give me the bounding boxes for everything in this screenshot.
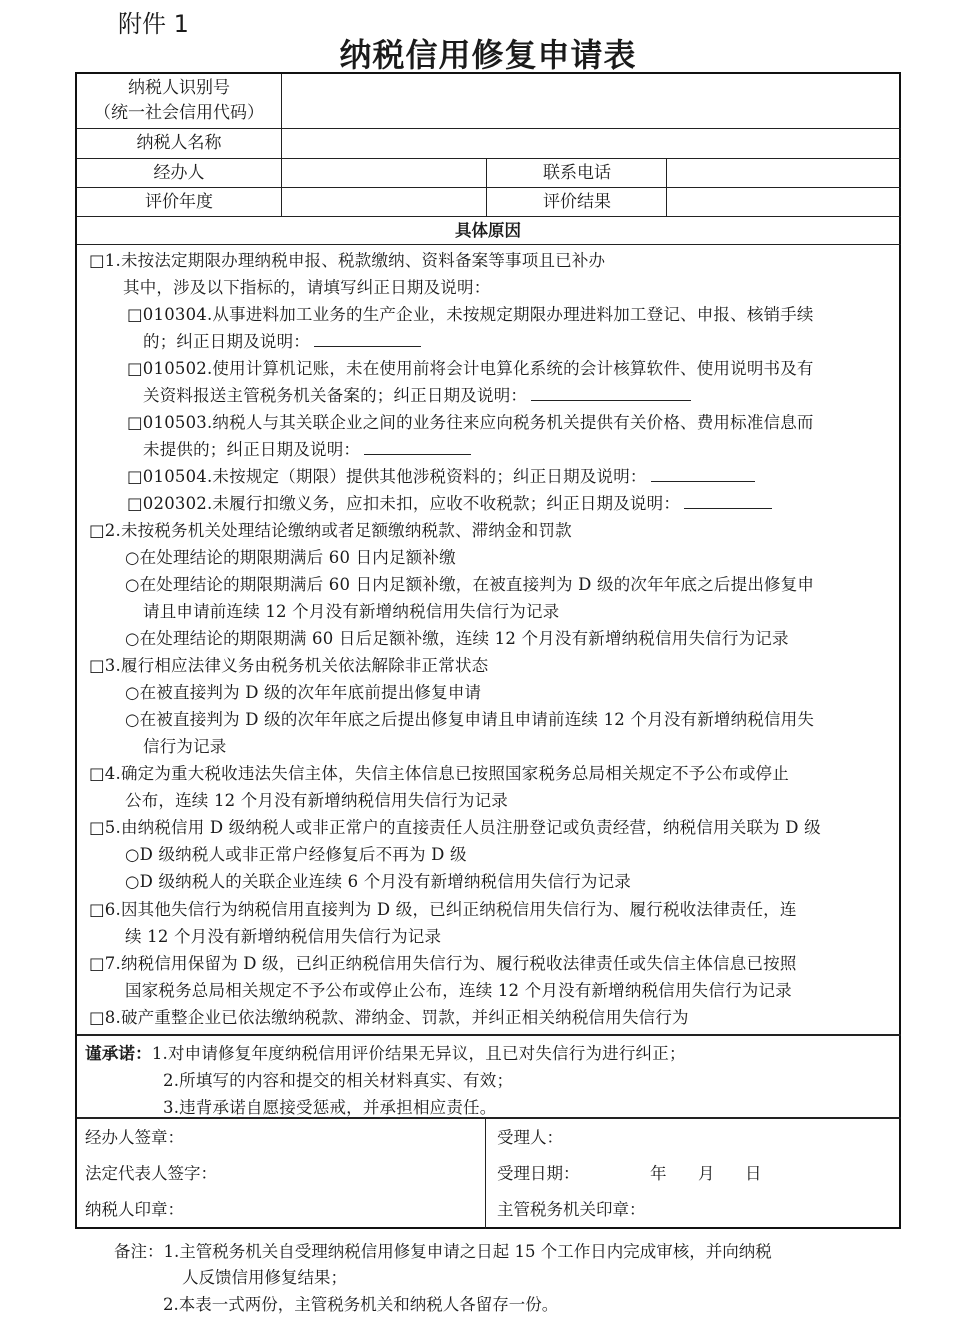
receive-date-year: 年 [650,1164,667,1183]
phone-field[interactable] [668,159,899,187]
reason-8-text: 8.破产重整企业已依法缴纳税款、滞纳金、罚款，并纠正相关纳税信用失信行为 [104,1008,689,1027]
reason-5-option-2 [125,868,631,895]
reason-1-text: 1.未按法定期限办理纳税申报、税款缴纳、资料备案等事项且已补办 [104,251,606,270]
correction-date-blank[interactable] [684,490,772,509]
reason-5-text: 5.由纳税信用 D 级纳税人或非正常户的直接责任人员注册登记或负责经营，纳税信用关联为 D 级 [104,818,821,837]
indicator-010503-text: 010503.纳税人与其关联企业之间的业务往来应向税务机关提供有关价格、费用标准信息而 [142,413,814,432]
reason-3-option-1 [125,679,481,706]
reason-2-option-1-text: 在处理结论的期限期满后 60 日内足额补缴 [139,548,456,567]
indicator-010304-text-cont: 的；纠正日期及说明： [143,332,310,351]
indicator-010502-cont [143,382,691,409]
reason-2-option-2-radio[interactable]: ○ [125,575,140,594]
indicator-020302-checkbox[interactable]: □ [127,494,143,513]
reason-8-checkbox[interactable]: □ [89,1008,105,1027]
agent-field[interactable] [283,159,485,187]
reason-4 [89,760,789,787]
form-title: 纳税信用修复申请表 [339,36,637,74]
correction-date-blank[interactable] [314,328,421,347]
col-divider [486,158,487,216]
taxpayer-seal-label: 纳税人印章： [85,1200,184,1219]
indicator-010504-checkbox[interactable]: □ [127,467,143,486]
commitment-item-2: 2.所填写的内容和提交的相关材料真实、有效； [163,1071,514,1090]
reason-2-option-2 [125,571,814,598]
taxpayer-id-field[interactable] [283,74,899,128]
receive-date-month: 月 [698,1164,715,1183]
indicator-010304-text: 010304.从事进料加工业务的生产企业，未按规定期限办理进料加工登记、申报、核销手续 [142,305,814,324]
eval-result-label: 评价结果 [543,191,611,212]
row-divider [77,244,901,245]
note-1-text: 1.主管税务机关自受理纳税信用修复申请之日起 15 个工作日内完成审核，并向纳税 [163,1242,772,1261]
reason-3-option-2-text: 在被直接判为 D 级的次年年底之后提出修复申请且申请前连续 12 个月没有新增纳税信用失 [139,710,815,729]
row-divider [77,1034,901,1036]
commitment-line-1 [85,1040,686,1067]
reason-3-option-2 [125,706,814,733]
taxpayer-name-label: 纳税人名称 [136,133,222,153]
reason-1-checkbox[interactable]: □ [89,251,105,270]
reason-3-checkbox[interactable]: □ [89,656,105,675]
indicator-020302-text: 020302.未履行扣缴义务，应扣未扣，应收不收税款；纠正日期及说明： [142,494,681,513]
col-divider [281,74,282,216]
reason-6-checkbox[interactable]: □ [89,900,105,919]
reason-2-option-2-text: 在处理结论的期限期满后 60 日内足额补缴，在被直接判为 D 级的次年年底之后提出修复申 [139,575,815,594]
reason-2 [89,517,572,544]
taxpayer-id-label [77,74,281,128]
reason-6-text: 6.因其他失信行为纳税信用直接判为 D 级，已纠正纳税信用失信行为、履行税收法律责任，连 [104,900,797,919]
reason-2-option-3-radio[interactable]: ○ [125,629,140,648]
reason-1-intro: 其中，涉及以下指标的，请填写纠正日期及说明： [123,278,491,297]
reason-4-text: 4.确定为重大税收违法失信主体，失信主体信息已按照国家税务总局相关规定不予公布或停止 [104,764,789,783]
reason-5-option-2-radio[interactable]: ○ [125,872,140,891]
indicator-010502 [127,355,814,382]
receiver-label: 受理人： [497,1128,563,1147]
eval-year-label: 评价年度 [145,191,213,212]
indicator-010304-cont [143,328,421,355]
commitment-item-3: 3.违背承诺自愿接受惩戒，并承担相应责任。 [163,1098,497,1117]
indicator-010502-text-cont: 关资料报送主管税务机关备案的；纠正日期及说明： [143,386,528,405]
taxpayer-id-label-line2: （统一社会信用代码） [94,103,264,123]
indicator-010502-text: 010502.使用计算机记账，未在使用前将会计电算化系统的会计核算软件、使用说明书及有 [142,359,814,378]
receive-date-label: 受理日期： [497,1164,580,1183]
reason-5-option-1-text: D 级纳税人或非正常户经修复后不再为 D 级 [139,845,467,864]
authority-seal-label: 主管税务机关印章： [497,1200,646,1219]
reason-2-option-1-radio[interactable]: ○ [125,548,140,567]
indicator-010504 [127,463,755,490]
indicator-010503-text-cont: 未提供的；纠正日期及说明： [143,440,361,459]
notes-label: 备注： [114,1242,164,1261]
col-divider [666,158,667,216]
correction-date-blank[interactable] [531,382,691,401]
attachment-label: 附件 1 [118,10,189,38]
correction-date-blank[interactable] [651,463,755,482]
phone-label: 联系电话 [543,162,611,183]
commitment-item-1: 1.对申请修复年度纳税信用评价结果无异议，且已对失信行为进行纠正； [151,1044,686,1063]
eval-result-field[interactable] [668,188,899,216]
note-1 [114,1238,772,1262]
indicator-010304-checkbox[interactable]: □ [127,305,143,324]
reason-8 [89,1004,689,1031]
indicator-010502-checkbox[interactable]: □ [127,359,143,378]
reason-2-option-3-text: 在处理结论的期限期满 60 日后足额补缴，连续 12 个月没有新增纳税信用失信行为记录 [139,629,789,648]
reason-3-text: 3.履行相应法律义务由税务机关依法解除非正常状态 [104,656,489,675]
note-1-cont: 人反馈信用修复结果； [182,1268,347,1287]
eval-year-field[interactable] [283,188,485,216]
reason-2-checkbox[interactable]: □ [89,521,105,540]
reason-2-option-1 [125,544,456,571]
application-form-table [75,72,901,1229]
col-divider [485,1117,486,1229]
indicator-010304 [127,301,814,328]
reason-5-option-1 [125,841,467,868]
reason-header: 具体原因 [455,221,521,240]
reason-5-checkbox[interactable]: □ [89,818,105,837]
reason-3-option-1-radio[interactable]: ○ [125,683,140,702]
reason-1 [89,247,605,274]
indicator-010503-cont [143,436,471,463]
legal-rep-signature-label: 法定代表人签字： [85,1164,217,1183]
reason-4-cont: 公布，连续 12 个月没有新增纳税信用失信行为记录 [125,791,508,810]
indicator-010503-checkbox[interactable]: □ [127,413,143,432]
indicator-010503 [127,409,814,436]
agent-label: 经办人 [153,162,205,183]
correction-date-blank[interactable] [364,436,471,455]
receive-date-day: 日 [745,1164,762,1183]
reason-7-text: 7.纳税信用保留为 D 级，已纠正纳税信用失信行为、履行税收法律责任或失信主体信息已按照 [104,954,797,973]
reason-3-option-1-text: 在被直接判为 D 级的次年年底前提出修复申请 [139,683,482,702]
reason-3-option-2-radio[interactable]: ○ [125,710,140,729]
reason-2-option-3 [125,625,789,652]
reason-7-cont: 国家税务总局相关规定不予公布或停止公布，连续 12 个月没有新增纳税信用失信行为记录 [125,981,792,1000]
taxpayer-name-field[interactable] [283,129,899,158]
reason-5-option-2-text: D 级纳税人的关联企业连续 6 个月没有新增纳税信用失信行为记录 [139,872,631,891]
reason-5-option-1-radio[interactable]: ○ [125,845,140,864]
note-2: 2.本表一式两份，主管税务机关和纳税人各留存一份。 [163,1295,559,1314]
reason-7 [89,950,797,977]
commitment-label: 谨承诺： [85,1044,152,1063]
taxpayer-id-label-line1: 纳税人识别号 [128,78,230,98]
indicator-010504-text: 010504.未按规定（期限）提供其他涉税资料的；纠正日期及说明： [142,467,647,486]
reason-6-cont: 续 12 个月没有新增纳税信用失信行为记录 [125,927,442,946]
reason-6 [89,896,797,923]
reason-2-text: 2.未按税务机关处理结论缴纳或者足额缴纳税款、滞纳金和罚款 [104,521,572,540]
agent-signature-label: 经办人签章： [85,1128,184,1147]
reason-4-checkbox[interactable]: □ [89,764,105,783]
reason-5 [89,814,821,841]
reason-7-checkbox[interactable]: □ [89,954,105,973]
reason-3 [89,652,488,679]
reason-3-option-2-cont: 信行为记录 [143,737,227,756]
indicator-020302 [127,490,772,517]
reason-2-option-2-cont: 请且申请前连续 12 个月没有新增纳税信用失信行为记录 [143,602,560,621]
